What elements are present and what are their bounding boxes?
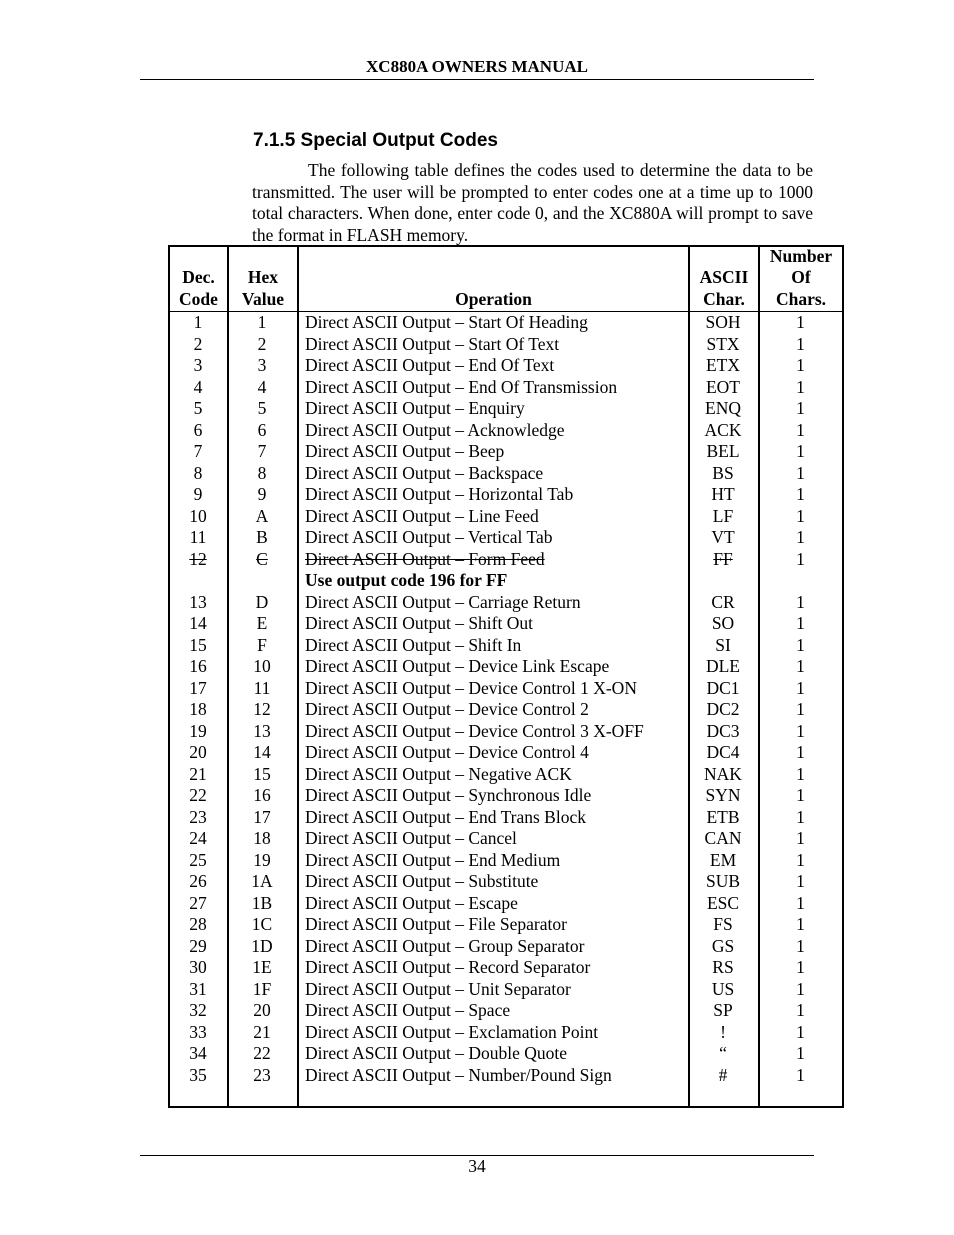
cell-operation: Direct ASCII Output – Unit Separator — [305, 978, 571, 999]
cell-operation: Direct ASCII Output – Carriage Return — [305, 591, 581, 612]
cell-hex-value: 8 — [257, 462, 267, 483]
table-row — [170, 871, 842, 893]
cell-dec-code: 25 — [189, 849, 207, 870]
table-row — [170, 785, 842, 807]
cell-number-of-chars: 1 — [796, 656, 805, 676]
cell-ascii-char: ESC — [706, 892, 740, 913]
cell-number-of-chars: 1 — [796, 957, 805, 977]
cell-number-of-chars: 1 — [796, 333, 805, 354]
cell-hex-value: 1A — [251, 871, 273, 891]
cell-hex-value: 19 — [253, 849, 271, 870]
cell-dec-code: 34 — [189, 1043, 207, 1063]
cell-number-of-chars: 1 — [796, 677, 805, 698]
cell-number-of-chars: 1 — [796, 419, 805, 440]
cell-ascii-char: SI — [715, 634, 731, 655]
cell-operation: Direct ASCII Output – Line Feed — [305, 505, 539, 526]
cell-ascii-char: BS — [712, 462, 734, 483]
cell-operation: Use output code 196 for FF — [305, 570, 508, 590]
cell-hex-value: 1D — [251, 935, 273, 956]
cell-operation: Direct ASCII Output – Substitute — [305, 871, 539, 891]
cell-number-of-chars: 1 — [796, 505, 805, 526]
cell-number-of-chars: 1 — [796, 763, 805, 784]
cell-operation: Direct ASCII Output – Escape — [305, 892, 518, 913]
cell-number-of-chars: 1 — [796, 441, 805, 461]
table-row — [170, 635, 842, 657]
cell-ascii-char: BEL — [706, 441, 740, 461]
cell-number-of-chars: 1 — [796, 591, 805, 612]
cell-number-of-chars: 1 — [796, 613, 805, 633]
table-row — [170, 613, 842, 635]
cell-hex-value: F — [257, 634, 267, 655]
cell-ascii-char: SUB — [705, 871, 741, 891]
cell-ascii-char: “ — [719, 1043, 727, 1063]
cell-hex-value: 23 — [253, 1064, 271, 1085]
cell-dec-code: 18 — [189, 699, 207, 719]
cell-operation: Direct ASCII Output – Group Separator — [305, 935, 585, 956]
cell-operation: Direct ASCII Output – Vertical Tab — [305, 527, 553, 547]
cell-ascii-char: FF — [713, 548, 733, 569]
cell-hex-value: E — [256, 613, 268, 633]
table-row — [170, 807, 842, 829]
cell-hex-value: C — [256, 548, 268, 569]
cell-hex-value: 16 — [253, 785, 271, 805]
cell-number-of-chars: 1 — [796, 462, 805, 483]
cell-ascii-char: ENQ — [705, 398, 741, 418]
cell-operation: Direct ASCII Output – Cancel — [305, 828, 517, 848]
table-row — [170, 549, 842, 571]
cell-operation: Direct ASCII Output – Device Control 2 — [305, 699, 589, 719]
cell-dec-code: 17 — [189, 677, 207, 698]
cell-ascii-char: ETX — [705, 355, 741, 375]
table-row — [170, 936, 842, 958]
table-row — [170, 1043, 842, 1065]
cell-number-of-chars: 1 — [796, 978, 805, 999]
header-rule — [140, 79, 814, 80]
cell-dec-code: 28 — [189, 914, 207, 934]
cell-ascii-char: RS — [712, 957, 734, 977]
cell-operation: Direct ASCII Output – Horizontal Tab — [305, 484, 574, 504]
cell-ascii-char: DLE — [705, 656, 741, 676]
cell-dec-code: 33 — [189, 1021, 207, 1042]
cell-dec-code: 24 — [189, 828, 207, 848]
cell-number-of-chars: 1 — [796, 527, 805, 547]
cell-ascii-char: VT — [711, 527, 735, 547]
cell-dec-code: 10 — [189, 505, 207, 526]
cell-dec-code: 3 — [193, 355, 203, 375]
cell-dec-code: 31 — [189, 978, 207, 999]
table-body — [170, 312, 842, 1086]
header-number-of-chars — [760, 247, 842, 311]
table-row — [170, 742, 842, 764]
cell-number-of-chars: 1 — [796, 720, 805, 741]
cell-hex-value: 4 — [257, 376, 267, 397]
cell-hex-value: 6 — [257, 419, 267, 440]
cell-hex-value: 14 — [253, 742, 271, 762]
table-row — [170, 914, 842, 936]
cell-hex-value: 17 — [253, 806, 271, 827]
cell-dec-code: 35 — [189, 1064, 207, 1085]
cell-hex-value: 2 — [257, 333, 267, 354]
cell-ascii-char: SP — [713, 1000, 733, 1020]
cell-dec-code: 22 — [189, 785, 207, 805]
cell-ascii-char: US — [711, 978, 735, 999]
table-row — [170, 506, 842, 528]
table-row — [170, 957, 842, 979]
cell-dec-code: 14 — [189, 613, 207, 633]
cell-operation: Direct ASCII Output – Backspace — [305, 462, 544, 483]
cell-number-of-chars: 1 — [796, 892, 805, 913]
cell-operation: Direct ASCII Output – Double Quote — [305, 1043, 567, 1063]
cell-dec-code: 26 — [189, 871, 207, 891]
cell-operation: Direct ASCII Output – End Of Text — [305, 355, 555, 375]
cell-number-of-chars: 1 — [796, 742, 805, 762]
cell-number-of-chars: 1 — [796, 935, 805, 956]
cell-operation: Direct ASCII Output – Device Control 3 X-OFF — [305, 720, 644, 741]
table-row — [170, 979, 842, 1001]
cell-operation: Direct ASCII Output – Exclamation Point — [305, 1021, 599, 1042]
cell-ascii-char: DC4 — [706, 742, 740, 762]
table-row — [170, 893, 842, 915]
cell-operation: Direct ASCII Output – Shift Out — [305, 613, 533, 633]
cell-dec-code: 29 — [189, 935, 207, 956]
cell-operation: Direct ASCII Output – Record Separator — [305, 957, 591, 977]
section-title: 7.1.5 Special Output Codes — [253, 130, 498, 151]
cell-dec-code: 27 — [189, 892, 207, 913]
table-row — [170, 678, 842, 700]
table-row — [170, 699, 842, 721]
cell-hex-value: 7 — [257, 441, 267, 461]
cell-hex-value: 1 — [257, 312, 267, 332]
cell-dec-code: 32 — [189, 1000, 207, 1020]
cell-ascii-char: EOT — [705, 376, 741, 397]
cell-hex-value: 3 — [257, 355, 267, 375]
cell-operation: Direct ASCII Output – End Medium — [305, 849, 561, 870]
cell-hex-value: 10 — [253, 656, 271, 676]
cell-operation: Direct ASCII Output – Negative ACK — [305, 763, 572, 784]
cell-dec-code: 9 — [193, 484, 203, 504]
cell-hex-value: 5 — [257, 398, 267, 418]
cell-number-of-chars: 1 — [796, 398, 805, 418]
cell-dec-code: 15 — [189, 634, 207, 655]
cell-ascii-char: GS — [711, 935, 735, 956]
cell-dec-code: 19 — [189, 720, 207, 741]
cell-number-of-chars: 1 — [796, 355, 805, 375]
table-row — [170, 420, 842, 442]
cell-number-of-chars: 1 — [796, 871, 805, 891]
cell-hex-value: 1E — [252, 957, 272, 977]
cell-number-of-chars: 1 — [796, 699, 805, 719]
table-row — [170, 1000, 842, 1022]
cell-hex-value: 11 — [253, 677, 271, 698]
cell-operation: Direct ASCII Output – End Trans Block — [305, 806, 586, 827]
cell-dec-code: 2 — [193, 333, 203, 354]
cell-dec-code: 30 — [189, 957, 207, 977]
cell-ascii-char: ACK — [704, 419, 742, 440]
cell-operation: Direct ASCII Output – Device Control 1 X-ON — [305, 677, 637, 698]
cell-dec-code: 11 — [189, 527, 207, 547]
header-text: Chars. — [775, 288, 827, 309]
cell-number-of-chars: 1 — [796, 1021, 805, 1042]
cell-dec-code: 4 — [193, 376, 203, 397]
cell-operation: Direct ASCII Output – Device Link Escape — [305, 656, 610, 676]
cell-operation: Direct ASCII Output – Form Feed — [305, 548, 545, 569]
table-row — [170, 570, 842, 592]
cell-hex-value: D — [255, 591, 269, 612]
cell-hex-value: 15 — [253, 763, 271, 784]
table-row — [170, 1065, 842, 1087]
cell-ascii-char: CR — [711, 591, 735, 612]
table-row — [170, 377, 842, 399]
cell-operation: Direct ASCII Output – End Of Transmission — [305, 376, 618, 397]
table-row — [170, 355, 842, 377]
cell-operation: Direct ASCII Output – Synchronous Idle — [305, 785, 592, 805]
table-row — [170, 312, 842, 334]
header-operation — [299, 247, 688, 311]
cell-dec-code: 5 — [193, 398, 203, 418]
cell-ascii-char: STX — [706, 333, 740, 354]
cell-number-of-chars: 1 — [796, 828, 805, 848]
header-text: ASCII — [699, 267, 749, 287]
table-row — [170, 721, 842, 743]
cell-hex-value: 18 — [253, 828, 271, 848]
cell-ascii-char: DC1 — [706, 677, 740, 698]
cell-dec-code: 12 — [189, 548, 207, 569]
output-codes-table — [168, 245, 844, 1108]
header-text: Number — [769, 245, 833, 266]
cell-dec-code: 6 — [193, 419, 203, 440]
cell-ascii-char: EM — [709, 849, 737, 870]
cell-ascii-char: ETB — [706, 806, 740, 827]
header-text: Operation — [455, 288, 532, 309]
cell-hex-value: 1C — [251, 914, 273, 934]
cell-hex-value: 9 — [257, 484, 267, 504]
table-row — [170, 398, 842, 420]
cell-ascii-char: SYN — [705, 785, 741, 805]
cell-number-of-chars: 1 — [796, 849, 805, 870]
cell-dec-code: 21 — [189, 763, 207, 784]
cell-hex-value: A — [255, 505, 269, 526]
document-header: XC880A OWNERS MANUAL — [366, 57, 588, 76]
cell-hex-value: B — [256, 527, 268, 547]
cell-ascii-char: LF — [712, 505, 734, 526]
cell-operation: Direct ASCII Output – Enquiry — [305, 398, 525, 418]
cell-ascii-char: DC3 — [706, 720, 740, 741]
cell-dec-code: 20 — [189, 742, 207, 762]
cell-hex-value: 1B — [251, 892, 273, 913]
header-text: Char. — [703, 288, 745, 309]
cell-number-of-chars: 1 — [796, 1000, 805, 1020]
table-row — [170, 441, 842, 463]
cell-operation: Direct ASCII Output – Space — [305, 1000, 511, 1020]
cell-dec-code: 1 — [193, 312, 203, 332]
header-ascii-char — [690, 247, 758, 311]
cell-ascii-char: SOH — [705, 312, 741, 332]
page-number: 34 — [468, 1156, 486, 1176]
cell-dec-code: 13 — [189, 591, 207, 612]
cell-ascii-char: FS — [713, 914, 733, 934]
header-text: Dec. — [182, 267, 215, 287]
cell-operation: Direct ASCII Output – Device Control 4 — [305, 742, 589, 762]
cell-number-of-chars: 1 — [796, 806, 805, 827]
cell-ascii-char: SO — [711, 613, 735, 633]
cell-operation: Direct ASCII Output – File Separator — [305, 914, 567, 934]
cell-operation: Direct ASCII Output – Shift In — [305, 634, 522, 655]
cell-number-of-chars: 1 — [796, 1064, 805, 1085]
table-row — [170, 828, 842, 850]
cell-dec-code: 16 — [189, 656, 207, 676]
table-row — [170, 527, 842, 549]
cell-number-of-chars: 1 — [796, 484, 805, 504]
cell-dec-code: 8 — [193, 462, 203, 483]
cell-number-of-chars: 1 — [796, 1043, 805, 1063]
cell-hex-value: 13 — [253, 720, 271, 741]
header-text: Of — [791, 267, 811, 287]
cell-dec-code: 7 — [193, 441, 203, 461]
cell-ascii-char: CAN — [704, 828, 742, 848]
cell-hex-value: 12 — [253, 699, 271, 719]
cell-number-of-chars: 1 — [796, 785, 805, 805]
cell-ascii-char: # — [718, 1064, 728, 1085]
table-row — [170, 592, 842, 614]
table-row — [170, 1022, 842, 1044]
cell-hex-value: 1F — [252, 978, 272, 999]
cell-ascii-char: ! — [720, 1021, 726, 1042]
header-text: Hex — [247, 267, 279, 287]
cell-ascii-char: HT — [711, 484, 735, 504]
cell-operation: Direct ASCII Output – Start Of Heading — [305, 312, 588, 332]
header-hex-value — [229, 247, 297, 311]
cell-number-of-chars: 1 — [796, 634, 805, 655]
cell-hex-value: 21 — [253, 1021, 271, 1042]
cell-operation: Direct ASCII Output – Acknowledge — [305, 419, 565, 440]
intro-paragraph: The following table defines the codes used to determine the data to be transmitted. The user will be prompted to enter codes one at a time up to 1000 total characters. When done, enter code 0, and the XC880A will prompt to save the format in FLASH memory. — [252, 160, 813, 245]
cell-operation: Direct ASCII Output – Number/Pound Sign — [305, 1064, 612, 1085]
cell-number-of-chars: 1 — [796, 312, 805, 332]
table-row — [170, 850, 842, 872]
cell-ascii-char: DC2 — [706, 699, 740, 719]
table-row — [170, 484, 842, 506]
table-row — [170, 764, 842, 786]
table-row — [170, 463, 842, 485]
header-text: Code — [179, 288, 218, 309]
cell-operation: Direct ASCII Output – Start Of Text — [305, 333, 560, 354]
cell-hex-value: 20 — [253, 1000, 271, 1020]
table-row — [170, 656, 842, 678]
header-dec-code — [170, 247, 227, 311]
cell-number-of-chars: 1 — [796, 548, 805, 569]
cell-operation: Direct ASCII Output – Beep — [305, 441, 505, 461]
cell-hex-value: 22 — [253, 1043, 271, 1063]
cell-number-of-chars: 1 — [796, 376, 805, 397]
table-row — [170, 334, 842, 356]
cell-ascii-char: NAK — [704, 763, 742, 784]
cell-dec-code: 23 — [189, 806, 207, 827]
cell-number-of-chars: 1 — [796, 914, 805, 934]
header-text: Value — [241, 288, 285, 309]
